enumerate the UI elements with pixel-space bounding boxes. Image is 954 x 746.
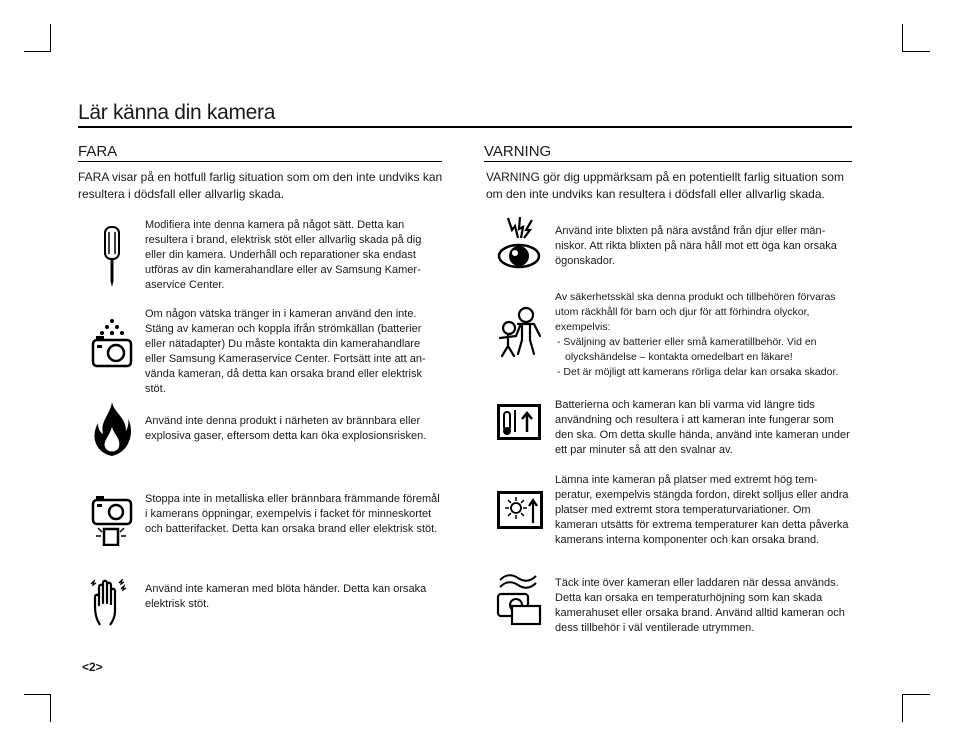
thermometer-icon <box>497 404 541 440</box>
fara-heading: FARA <box>78 143 442 162</box>
covered-camera-icon <box>496 572 542 626</box>
fara-item-modify: Modifiera inte denna kamera på något sätt. Detta kan resultera i brand, elektrisk stöt eller allvarlig skada på dig eller din kamera. Underhåll och reparationer ska endast utföras av din kamerahandlare eller av Samsung Kamer-aservice Center. <box>145 219 422 291</box>
crop-mark-bottom-left-h <box>24 694 51 695</box>
varning-item-cover: Täck inte över kameran eller laddaren när dessa används. Detta kan orsaka en temperaturhöjning som kan skada kamerahuset eller orsaka brand. Använd alltid kameran och dess tillbehör i väl ventilerade utrymmen. <box>555 577 845 634</box>
crop-mark-bottom-left-v <box>50 694 51 722</box>
fara-item-gas: Använd inte denna produkt i närheten av brännbara eller explosiva gaser, eftersom detta kan öka explosionsrisken. <box>145 415 427 442</box>
crop-mark-top-right-v <box>902 24 903 52</box>
varning-item-children-text: Av säkerhetsskäl ska denna produkt och tillbehören förvaras utom räckhåll för barn och djur för att förhindra olyckor, exempelvis: <box>555 291 836 333</box>
varning-item-high-temp: Lämna inte kameran på platser med extremt hög tem-peratur, exempelvis stängda fordon, direkt solljus eller andra platser med extremt stora temperaturvariationer. Om kameran utsätts för extrema temperaturer kan detta påverka kamerans interna komponenter och kan orsaka brand. <box>555 474 849 546</box>
page-title: Lär känna din kamera <box>78 100 852 128</box>
screwdriver-icon <box>100 226 124 288</box>
flash-eye-icon <box>496 216 542 270</box>
sun-heat-icon <box>497 491 543 529</box>
camera-metal-object-icon <box>90 494 134 546</box>
camera-liquid-icon <box>90 318 134 368</box>
crop-mark-top-left-h <box>24 51 51 52</box>
page-number: <2> <box>82 660 103 674</box>
crop-mark-top-right-h <box>902 51 930 52</box>
varning-subitem-swallow: - Sväljning av batterier eller små kameratillbehör. Vid en olyckshändelse – kontakta omedelbart en läkare! <box>557 336 817 363</box>
crop-mark-top-left-v <box>50 24 51 52</box>
fara-intro: FARA visar på en hotfull farlig situation som om den inte undviks kan resultera i dödsfall eller allvarlig skada. <box>78 170 443 201</box>
varning-item-children <box>555 290 853 380</box>
varning-heading: VARNING <box>484 143 852 162</box>
crop-mark-bottom-right-h <box>902 694 930 695</box>
varning-subitem-moving-parts: - Det är möjligt att kamerans rörliga delar kan orsaka skador. <box>557 366 839 378</box>
wet-hand-icon <box>88 579 132 627</box>
fara-item-liquid: Om någon vätska tränger in i kameran använd den inte. Stäng av kameran och koppla ifrån strömkällan (batterier eller nätadapter) Du måste kontakta din kamerahandlare eller Samsung Kameraservice Center. Fortsätt inte att an-vända kameran, då detta kan orsaka brand eller elektrisk stöt. <box>145 308 426 395</box>
varning-intro: VARNING gör dig uppmärksam på en potentiellt farlig situation som om den inte undviks kan resultera i dödsfall eller allvarlig skada. <box>486 170 844 201</box>
crop-mark-bottom-right-v <box>902 694 903 722</box>
flame-icon <box>92 401 132 457</box>
varning-item-flash: Använd inte blixten på nära avstånd från djur eller män-niskor. Att rikta blixten på nära håll mot ett öga kan orsaka ögonskador. <box>555 225 837 267</box>
fara-item-metal: Stoppa inte in metalliska eller brännbara främmande föremål i kamerans öppningar, exempelvis i facket för minneskortet och batterifacket. Detta kan orsaka brand eller elektrisk stöt. <box>145 493 440 535</box>
fara-item-wet-hands: Använd inte kameran med blöta händer. Detta kan orsaka elektrisk stöt. <box>145 583 427 610</box>
varning-item-heat-use: Batterierna och kameran kan bli varma vid längre tids användning och resultera i att kameran inte fungerar som den ska. Om detta skulle hända, använd inte kameran under ett par minuter så att den svalnar av. <box>555 399 850 456</box>
children-icon <box>496 306 544 358</box>
